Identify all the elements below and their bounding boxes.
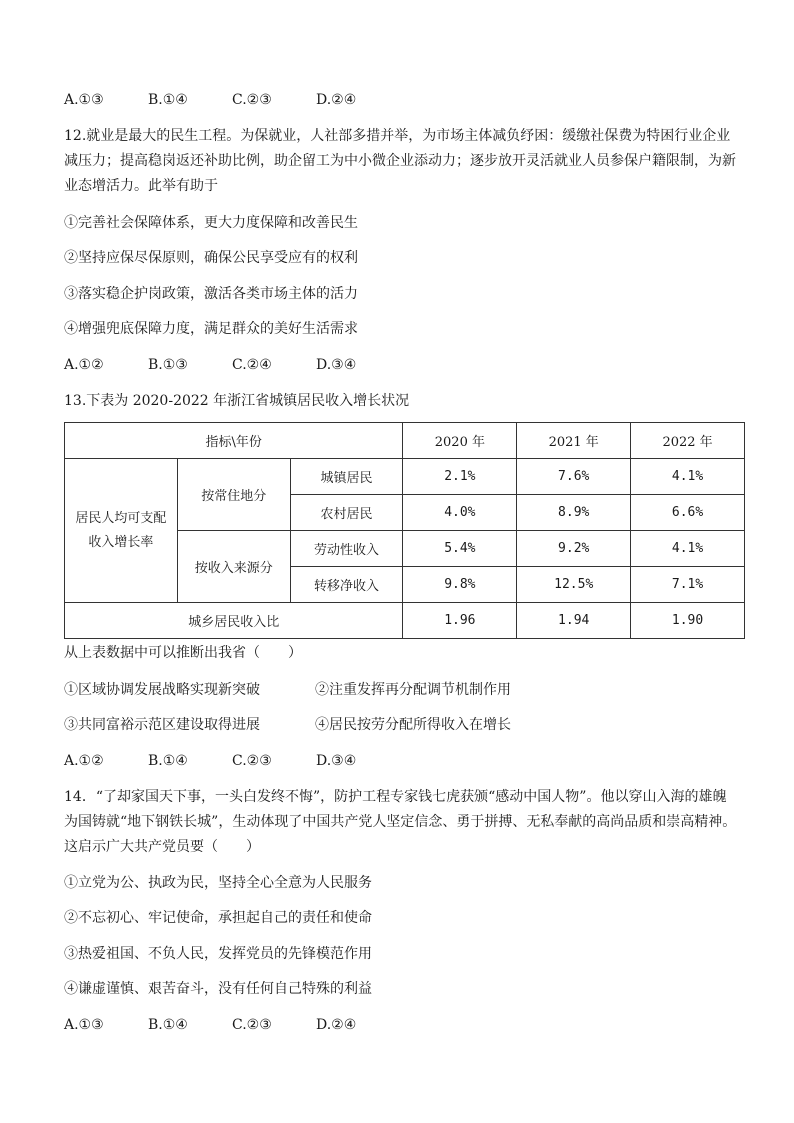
- q13-item-3: ③共同富裕示范区建设取得进展: [64, 717, 260, 733]
- q12-item-4: ④增强兜底保障力度，满足群众的美好生活需求: [64, 321, 358, 337]
- cell-value: 1.90: [631, 603, 745, 639]
- q13-option-c[interactable]: C.②③: [232, 753, 272, 769]
- q14-item-3: ③热爱祖国、不负人民，发挥党员的先锋模范作用: [64, 946, 372, 962]
- row-label: 劳动性收入: [290, 531, 403, 567]
- q13-options: [64, 751, 396, 771]
- q14-option-b[interactable]: B.①④: [148, 1017, 188, 1033]
- cell-value: 5.4%: [403, 531, 517, 567]
- cell-value: 9.8%: [403, 567, 517, 603]
- row-label: 城镇居民: [290, 459, 403, 495]
- cell-value: 6.6%: [631, 495, 745, 531]
- row-label: 农村居民: [290, 495, 403, 531]
- header-2022: 2022 年: [631, 423, 745, 459]
- cell-value: 12.5%: [517, 567, 631, 603]
- table-header-row: [65, 423, 745, 459]
- q12-item-1: ①完善社会保障体系，更大力度保障和改善民生: [64, 215, 358, 231]
- q14-option-a[interactable]: A.①③: [64, 1017, 104, 1033]
- row-label: 转移净收入: [290, 567, 403, 603]
- cell-value: 2.1%: [403, 459, 517, 495]
- cell-value: 1.96: [403, 603, 517, 639]
- q11-options: [64, 90, 396, 110]
- cell-value: 1.94: [517, 603, 631, 639]
- q12-option-c[interactable]: C.②④: [232, 357, 272, 373]
- header-2021: 2021 年: [517, 423, 631, 459]
- cell-value: 4.0%: [403, 495, 517, 531]
- q14-stem-line-1: 14．“了却家国天下事，一头白发终不悔”，防护工程专家钱七虎获颁“感动中国人物”。他以穿山入海的雄魄: [64, 789, 727, 805]
- group-label-line-1: 居民人均可支配: [75, 510, 167, 526]
- q12-stem-line-3: 业态增活力。此举有助于: [64, 178, 218, 194]
- cell-value: 4.1%: [631, 531, 745, 567]
- q13-option-d[interactable]: D.③④: [316, 753, 357, 769]
- cell-value: 4.1%: [631, 459, 745, 495]
- q14-stem-line-3: 这启示广大共产党员要（ ）: [64, 839, 260, 855]
- cell-value: 7.6%: [517, 459, 631, 495]
- header-indicator-year: 指标\年份: [65, 423, 403, 459]
- q12-item-2: ②坚持应保尽保原则，确保公民享受应有的权利: [64, 250, 358, 266]
- q12-stem-line-2: 减压力；提高稳岗返还补助比例，助企留工为中小微企业添动力；逐步放开灵活就业人员参保户籍限制，为新: [64, 153, 736, 169]
- table-row: [65, 459, 745, 495]
- q13-items-row-1: [64, 680, 511, 700]
- q12-option-a[interactable]: A.①②: [64, 357, 104, 373]
- q13-items-row-2: [64, 715, 511, 735]
- q14-item-2: ②不忘初心、牢记使命，承担起自己的责任和使命: [64, 910, 372, 926]
- group-label: [65, 459, 178, 603]
- q12-options: [64, 355, 396, 375]
- q11-option-a[interactable]: A.①③: [64, 92, 104, 108]
- q13-option-b[interactable]: B.①④: [148, 753, 188, 769]
- q14-options: [64, 1015, 396, 1035]
- q14-option-c[interactable]: C.②③: [232, 1017, 272, 1033]
- header-2020: 2020 年: [403, 423, 517, 459]
- row-label: 城乡居民收入比: [65, 603, 403, 639]
- q13-question: 从上表数据中可以推断出我省（ ）: [64, 645, 302, 661]
- q13-item-4: ④居民按劳分配所得收入在增长: [315, 717, 511, 733]
- q14-item-4: ④谦虚谨慎、艰苦奋斗，没有任何自己特殊的利益: [64, 981, 372, 997]
- table-row-ratio: [65, 603, 745, 639]
- q14-item-1: ①立党为公、执政为民，坚持全心全意为人民服务: [64, 875, 372, 891]
- q13-option-a[interactable]: A.①②: [64, 753, 104, 769]
- q12-option-d[interactable]: D.③④: [316, 357, 357, 373]
- q11-option-c[interactable]: C.②③: [232, 92, 272, 108]
- q13-item-2: ②注重发挥再分配调节机制作用: [315, 682, 511, 698]
- sub-group-residence: 按常住地分: [177, 459, 290, 531]
- cell-value: 8.9%: [517, 495, 631, 531]
- q14-option-d[interactable]: D.②④: [316, 1017, 357, 1033]
- sub-group-source: 按收入来源分: [177, 531, 290, 603]
- income-growth-table: [64, 422, 745, 639]
- q12-stem-line-1: 12.就业是最大的民生工程。为保就业，人社部多措并举，为市场主体减负纾困：缓缴社保费为特困行业企业: [64, 128, 731, 144]
- q12-option-b[interactable]: B.①③: [148, 357, 188, 373]
- q13-item-1: ①区域协调发展战略实现新突破: [64, 682, 260, 698]
- q12-item-3: ③落实稳企护岗政策，激活各类市场主体的活力: [64, 286, 358, 302]
- cell-value: 7.1%: [631, 567, 745, 603]
- q13-stem: 13.下表为 2020-2022 年浙江省城镇居民收入增长状况: [64, 393, 410, 409]
- cell-value: 9.2%: [517, 531, 631, 567]
- group-label-line-2: 收入增长率: [88, 534, 154, 550]
- q11-option-b[interactable]: B.①④: [148, 92, 188, 108]
- q11-option-d[interactable]: D.②④: [316, 92, 357, 108]
- q14-stem-line-2: 为国铸就“地下钢铁长城”，生动体现了中国共产党人坚定信念、勇于拼搏、无私奉献的高尚品质和崇高精神。: [64, 814, 737, 830]
